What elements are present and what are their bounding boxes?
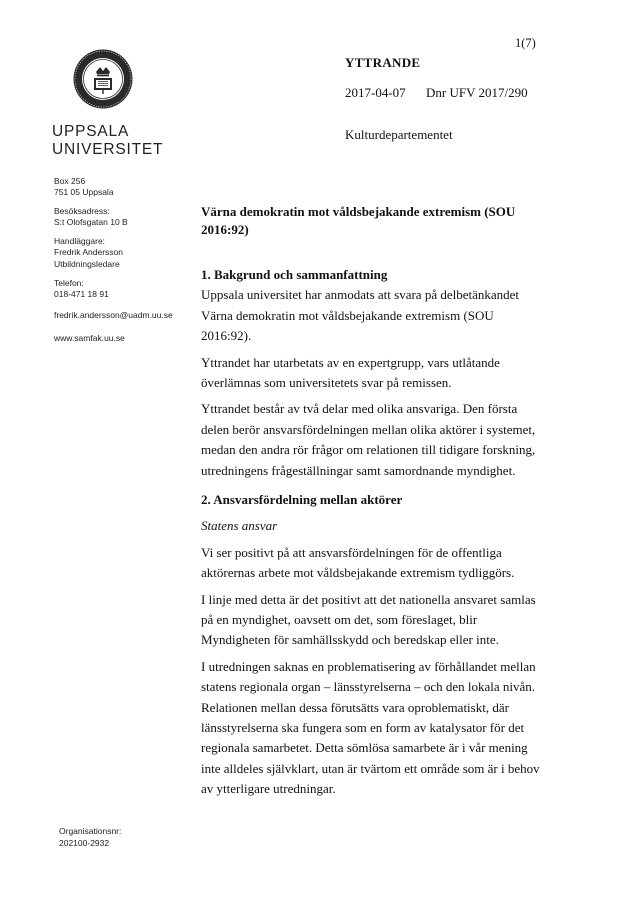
org-number-value: 202100-2932 bbox=[59, 838, 110, 848]
section-1-paragraph-2: Yttrandet har utarbetats av en expertgrupp, vars utlåtande överlämnas som universitetets svar på remissen. bbox=[201, 354, 500, 391]
university-wordmark bbox=[52, 123, 164, 159]
document-date: 2017-04-07 bbox=[345, 85, 406, 100]
section-1 bbox=[201, 265, 546, 481]
section-2-heading: 2. Ansvarsfördelning mellan aktörer bbox=[201, 492, 403, 507]
handler-label: Handläggare: bbox=[54, 236, 106, 246]
phone-label: Telefon: bbox=[54, 278, 84, 288]
email-address[interactable]: fredrik.andersson@uadm.uu.se bbox=[54, 310, 173, 320]
organisation-number bbox=[59, 825, 121, 849]
visiting-address-value: S:t Olofsgatan 10 B bbox=[54, 217, 128, 228]
document-type: YTTRANDE bbox=[345, 55, 421, 70]
address-line2: 751 05 Uppsala bbox=[54, 187, 114, 198]
document-dnr: Dnr UFV 2017/290 bbox=[426, 85, 528, 100]
postal-address bbox=[54, 176, 114, 199]
document-title: Värna demokratin mot våldsbejakande extremism (SOU 2016:92) bbox=[201, 204, 516, 237]
address-line1: Box 256 bbox=[54, 176, 86, 186]
section-2 bbox=[201, 490, 546, 800]
page-number: 1(7) bbox=[515, 36, 536, 50]
recipient: Kulturdepartementet bbox=[345, 127, 453, 142]
email-link[interactable] bbox=[54, 310, 173, 321]
handler-name: Fredrik Andersson bbox=[54, 247, 123, 258]
section-2-subheading: Statens ansvar bbox=[201, 518, 278, 534]
visiting-address-label: Besöksadress: bbox=[54, 206, 110, 216]
wordmark-line1: UPPSALA bbox=[52, 123, 130, 140]
web-address[interactable]: www.samfak.uu.se bbox=[54, 333, 125, 343]
uppsala-university-seal-icon bbox=[72, 48, 134, 110]
org-number-label: Organisationsnr: bbox=[59, 826, 122, 836]
section-1-paragraph-3: Yttrandet består av två delar med olika ansvariga. Den första delen berör ansvarsfördelningen mellan olika aktörer i systemet, medan den andra rör frågor om relationen till tidigare forskning, utredningens frågeställningar samt samordnande myndighet. bbox=[201, 401, 536, 478]
section-1-paragraph-1: Uppsala universitet har anmodats att svara på delbetänkandet Värna demokratin mot våldsbejakande extremism (SOU 2016:92). bbox=[201, 287, 520, 344]
web-link[interactable] bbox=[54, 333, 125, 344]
section-2-paragraph-2: I linje med detta är det positivt att det nationella ansvaret samlas på en myndighet, oavsett om det, som föreslaget, blir Myndigheten för samhällsskydd och beredskap eller inte. bbox=[201, 591, 536, 648]
handler-info bbox=[54, 236, 123, 270]
phone-value: 018-471 18 91 bbox=[54, 289, 109, 300]
section-2-paragraph-1: Vi ser positivt på att ansvarsfördelningen för de offentliga aktörernas arbete mot våldsbejakande extremism tydliggörs. bbox=[201, 544, 515, 581]
section-2-paragraph-3: I utredningen saknas en problematisering av förhållandet mellan statens regionala organ – länsstyrelserna – och den lokala nivån. Relationen mellan dessa förutsätts vara oproblematiskt, där länsstyrelserna ska fungera som en form av katalysator för det regionala samarbetet. Detta sömlösa samarbete är i vår mening inte alldeles självklart, utan är tvärtom ett område som är i behov av ytterligare utredningar. bbox=[201, 658, 540, 797]
visiting-address bbox=[54, 206, 128, 229]
phone-info bbox=[54, 278, 109, 301]
handler-title: Utbildningsledare bbox=[54, 258, 120, 269]
wordmark-line2: UNIVERSITET bbox=[52, 141, 164, 158]
section-1-heading: 1. Bakgrund och sammanfattning bbox=[201, 267, 388, 282]
